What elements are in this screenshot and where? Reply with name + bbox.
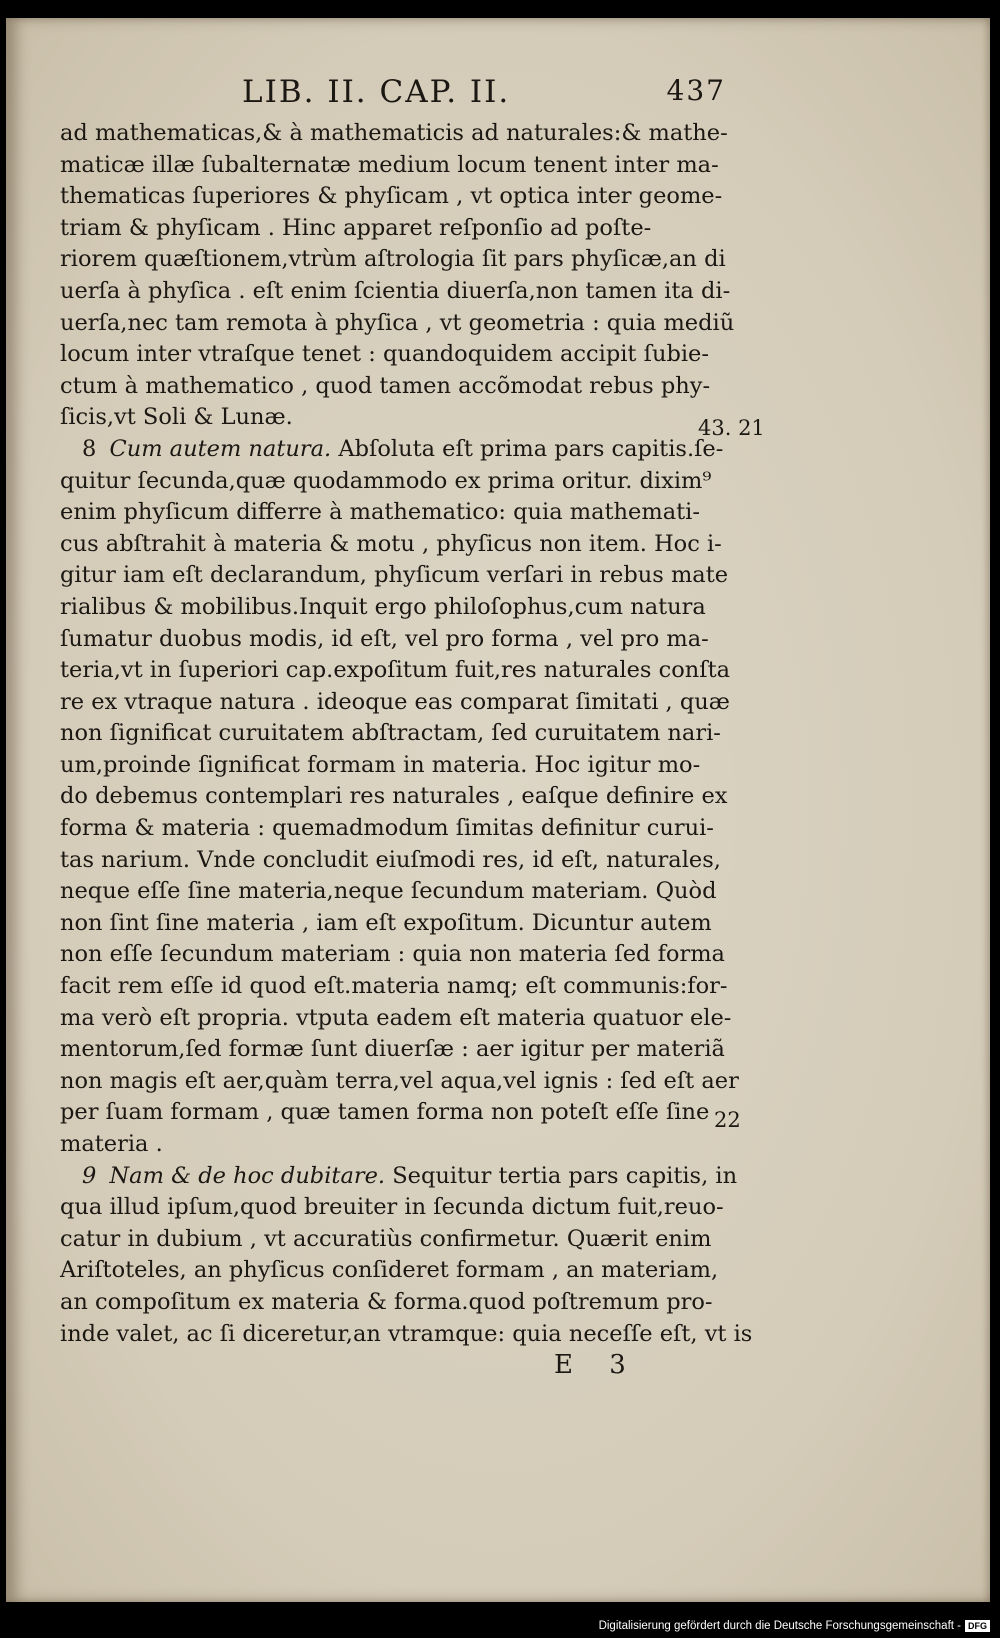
text-line: cus abſtrahit à materia & motu , phyſicus non item. Hoc i- (60, 530, 722, 557)
text-line: facit rem eſſe id quod eſt.materia namq; eſt communis:for- (60, 973, 728, 1000)
text-line: um,proinde ſignificat formam in materia. Hoc igitur mo- (60, 751, 701, 778)
text-run: Sequitur tertia pars capitis, in (392, 1162, 738, 1189)
running-title: LIB. II. CAP. II. (242, 74, 511, 110)
text-line: do debemus contemplari res naturales , eaſque definire ex (60, 783, 728, 810)
page-header (66, 74, 726, 114)
text-line: qua illud ipſum,quod breuiter in ſecunda dictum fuit,reuo- (60, 1194, 724, 1221)
paragraph-number: 9 (82, 1162, 97, 1189)
margin-reference: 22 (714, 1108, 741, 1132)
text-line: thematicas ſuperiores & phyſicam , vt optica inter geome- (60, 183, 723, 210)
main-text (60, 118, 753, 1350)
text-line: riorem quæſtionem,vtrùm aſtrologia ſit pars phyſicæ,an di (60, 246, 726, 273)
text-line: non magis eſt aer,quàm terra,vel aqua,vel ignis : ſed eſt aer (60, 1067, 739, 1094)
text-line: ſicis,vt Soli & Lunæ. (60, 404, 293, 431)
text-line: maticæ illæ ſubalternatæ medium locum tenent inter ma- (60, 151, 719, 178)
text-line: teria,vt in ſuperiori cap.expoſitum fuit,res naturales conſta (60, 657, 731, 684)
footer-text: Digitalisierung gefördert durch die Deutsche Forschungsgemeinschaft - (598, 1620, 961, 1632)
text-line: enim phyſicum differre à mathematico: quia mathemati- (60, 499, 700, 526)
lemma: Nam & de hoc dubitare. (109, 1162, 386, 1189)
text-line: Ariſtoteles, an phyſicus conſideret formam , an materiam, (60, 1257, 719, 1284)
page-number: 437 (666, 74, 726, 107)
funding-footer (599, 1620, 990, 1632)
text-line: materia . (60, 1131, 163, 1157)
paragraph-number: 8 (82, 435, 97, 462)
lemma: Cum autem natura. (109, 435, 332, 462)
book-page (6, 18, 990, 1602)
text-run: Abſoluta eſt prima pars capitis.ſe- (338, 435, 724, 462)
text-line: non ſint ſine materia , iam eſt expoſitum. Dicuntur autem (60, 909, 712, 936)
text-line: inde valet, ac ſi diceretur,an vtramque: quia neceſſe eſt, vt is (60, 1320, 753, 1347)
dfg-logo: DFG (965, 1620, 990, 1632)
paragraph-9-first-line (60, 1161, 738, 1193)
text-line: ctum à mathematico , quod tamen accõmodat rebus phy- (60, 372, 711, 399)
text-line: rialibus & mobilibus.Inquit ergo philoſophus,cum natura (60, 593, 706, 620)
text-line: ma verò eſt propria. vtputa eadem eſt materia quatuor ele- (60, 1004, 732, 1031)
text-line: forma & materia : quemadmodum ſimitas definitur curui- (60, 815, 714, 842)
text-line: triam & phyſicam . Hinc apparet reſponſio ad poſte- (60, 214, 652, 241)
text-line: ad mathematicas,& à mathematicis ad naturales:& mathe- (60, 120, 728, 146)
text-line: non ſignificat curuitatem abſtractam, ſed curuitatem nari- (60, 720, 721, 747)
text-line: an compoſitum ex materia & forma.quod poſtremum pro- (60, 1288, 713, 1315)
text-line: catur in dubium , vt accuratiùs confirmetur. Quærit enim (60, 1225, 712, 1252)
margin-reference: 43. 21 (698, 416, 765, 440)
text-line: uerſa à phyſica . eſt enim ſcientia diuerſa,non tamen ita di- (60, 277, 731, 304)
text-line: tas narium. Vnde concludit eiuſmodi res, id eſt, naturales, (60, 846, 721, 873)
text-line: uerſa,nec tam remota à phyſica , vt geometria : quia mediũ (60, 309, 735, 336)
text-line: neque eſſe ſine materia,neque ſecundum materiam. Quòd (60, 878, 717, 905)
text-line: locum inter vtraſque tenet : quandoquidem accipit ſubie- (60, 341, 709, 368)
text-line: mentorum,ſed formæ ſunt diuerſæ : aer igitur per materiã (60, 1036, 725, 1063)
text-line: non eſſe ſecundum materiam : quia non materia ſed forma (60, 941, 725, 968)
text-line: re ex vtraque natura . ideoque eas comparat ſimitati , quæ (60, 688, 730, 715)
paragraph-8-first-line (60, 434, 738, 466)
text-line: per ſuam formam , quæ tamen forma non poteſt eſſe ſine (60, 1099, 710, 1126)
text-line: ſumatur duobus modis, id eſt, vel pro forma , vel pro ma- (60, 625, 709, 652)
text-line: quitur ſecunda,quæ quodammodo ex prima oritur. dixim⁹ (60, 467, 712, 494)
text-line: gitur iam eſt declarandum, phyſicum verſari in rebus mate (60, 562, 729, 589)
signature-mark: E 3 (554, 1350, 640, 1380)
